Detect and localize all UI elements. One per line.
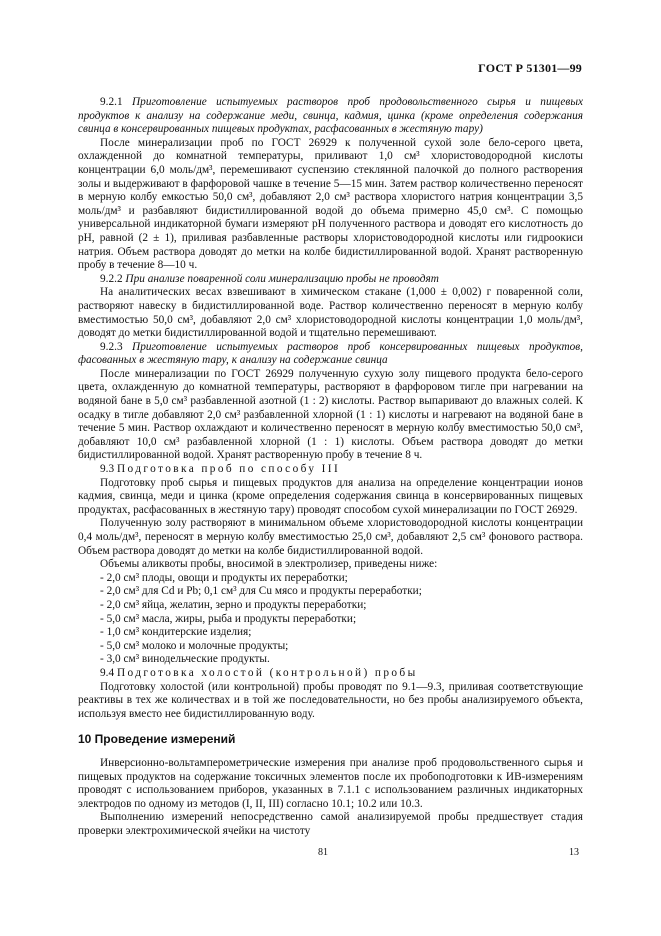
list-item: - 5,0 см³ масла, жиры, рыба и продукты переработки;	[100, 612, 357, 625]
list-item: - 5,0 см³ молоко и молочные продукты;	[100, 639, 289, 652]
list-item: - 2,0 см³ плоды, овощи и продукты их переработки;	[100, 571, 348, 584]
section-title: Приготовление испытуемых растворов проб консервированных пищевых продуктов, фасованных в жестяную тару, к анализу на содержание свинца	[78, 340, 584, 367]
section-title: Приготовление испытуемых растворов проб продовольственного сырья и пищевых продуктов к анализу на содержание меди, свинца, кадмия, цинка (кроме определения содержания свинца в консервированных пищевых продуктах, расфасованных в жестяную тару)	[78, 96, 584, 136]
section-9-4-title	[78, 667, 583, 681]
section-9-2-2-body: На аналитических весах взвешивают в химическом стакане (1,000 ± 0,002) г поваренной соли, растворяют навеску в бидистиллированной воде. Раствор количественно переносят в мерную колбу вместимостью 50,0 см³, добавляют 2,0 см³ хлористоводородной кислоты концентрации 1,0 моль/дм³, доводят до метки бидистиллированной водой и тщательно перемешивают.	[78, 286, 583, 340]
list-item: - 1,0 см³ кондитерские изделия;	[100, 626, 252, 639]
section-9-2-3-body: После минерализации по ГОСТ 26929 полученную сухую золу пищевого продукта бело-серого цвета, охлажденную до комнатной температуры, растворяют в фарфоровом тигле при нагревании на водяной бане в 5,0 см³ разбавленной азотной (1 : 2) кислоты. Раствор выпаривают до влажных солей. К осадку в тигле добавляют 2,0 см³ разбавленной хлорной (1 : 1) кислоты и нагревают на водяной бане в течение 5 мин. Раствор охлаждают и количественно переносят в мерную колбу вместимостью 50,0 см³, добавляют 10,0 см³ разбавленной хлорной (1 : 1) кислоты. Объем раствора доводят до метки бидистиллированной водой. Хранят растворенную пробу в течение 8 ч.	[78, 367, 583, 462]
section-number: 9.2.1	[100, 96, 123, 108]
section-number: 9.2.2	[100, 272, 123, 285]
section-9-2-3-title	[78, 341, 583, 368]
page-number-right: 13	[569, 847, 579, 858]
section-9-4-body: Подготовку холостой (или контрольной) пробы проводят по 9.1—9.3, приливая соответствующие реактивы в тех же количествах и в той же последовательности, но без пробы анализируемого объекта, используя вместо нее бидистиллированную воду.	[78, 680, 583, 720]
section-title: Подготовка проб по способу III	[116, 463, 341, 476]
section-9-3-title	[78, 463, 583, 477]
section-number: 9.2.3	[100, 340, 123, 353]
page-header-title: ГОСТ Р 51301—99	[478, 61, 582, 75]
list-item: - 3,0 см³ винодельческие продукты.	[100, 653, 270, 666]
section-9-2-1-body: После минерализации проб по ГОСТ 26929 к полученной сухой золе бело-серого цвета, охлажденной до комнатной температуры, приливают 1,0 см³ хлористоводородной кислоты концентрации 6,0 моль/дм³, перемешивают суспензию стеклянной палочкой до полного растворения золы и выдерживают в фарфоровой чашке в течение 5—15 мин. Затем раствор количественно переносят в мерную колбу емкостью 50,0 см³, добавляют 2,0 см³ раствора хлористого натрия концентрации 3,5 моль/дм³ и разбавляют бидистиллированной водой до объема примерно 45,0 см³. С помощью универсальной индикаторной бумаги измеряют pH полученного раствора и доводят его кислотность до pH, равной (2 ± 1), приливая разбавленные растворы хлористоводородной кислоты или гидроокиси натрия. Объем раствора доводят до метки на колбе бидистиллированной водой. Хранят растворенную пробу в течение 8—10 ч.	[78, 136, 583, 272]
section-10-heading: 10 Проведение измерений	[78, 732, 236, 747]
section-10-body-1: Инверсионно-вольтамперометрические измерения при анализе проб продовольственного сырья и пищевых продуктов на содержание токсичных элементов после их пробоподготовки к ИВ-измерениям проводят с использованием приборов, указанных в 7.1.1 с использованием различных индикаторных электродов по одному из методов (I, II, III) согласно 10.1; 10.2 или 10.3.	[78, 756, 583, 810]
section-9-2-1-title	[78, 96, 583, 137]
section-9-2-2-title	[78, 273, 583, 287]
aliquot-list	[78, 572, 583, 667]
section-title: При анализе поваренной соли минерализацию пробы не проводят	[125, 272, 439, 285]
section-number: 9.3	[100, 463, 115, 476]
section-9-3-body-1: Подготовку проб сырья и пищевых продуктов для анализа на определение концентрации ионов кадмия, свинца, меди и цинка (кроме определения содержания свинца в консервированных пищевых продуктах, расфасованных в жестяную тару) проводят способом сухой минерализации по ГОСТ 26929.	[78, 476, 583, 516]
section-10-body-2: Выполнению измерений непосредственно самой анализируемой пробы предшествует стадия проверки электрохимической ячейки на чистоту	[78, 811, 583, 837]
document-body	[78, 96, 583, 838]
page-number-center: 81	[318, 847, 328, 858]
list-item: - 2,0 см³ яйца, желатин, зерно и продукты переработки;	[100, 598, 367, 611]
list-item: - 2,0 см³ для Cd и Pb; 0,1 см³ для Cu мясо и продукты переработки;	[100, 585, 422, 598]
aliquot-list-intro: Объемы аликвоты пробы, вносимой в электролизер, приведены ниже:	[100, 558, 438, 571]
section-title: Подготовка холостой (контрольной) пробы	[116, 666, 418, 679]
section-9-3-body-2: Полученную золу растворяют в минимальном объеме хлористоводородной кислоты концентрации 0,4 моль/дм³, переносят в мерную колбу вместимостью 25,0 см³, добавляют 2,5 см³ фонового раствора. Объем раствора доводят до метки на колбе бидистиллированной водой.	[78, 517, 583, 557]
section-number: 9.4	[100, 666, 115, 679]
